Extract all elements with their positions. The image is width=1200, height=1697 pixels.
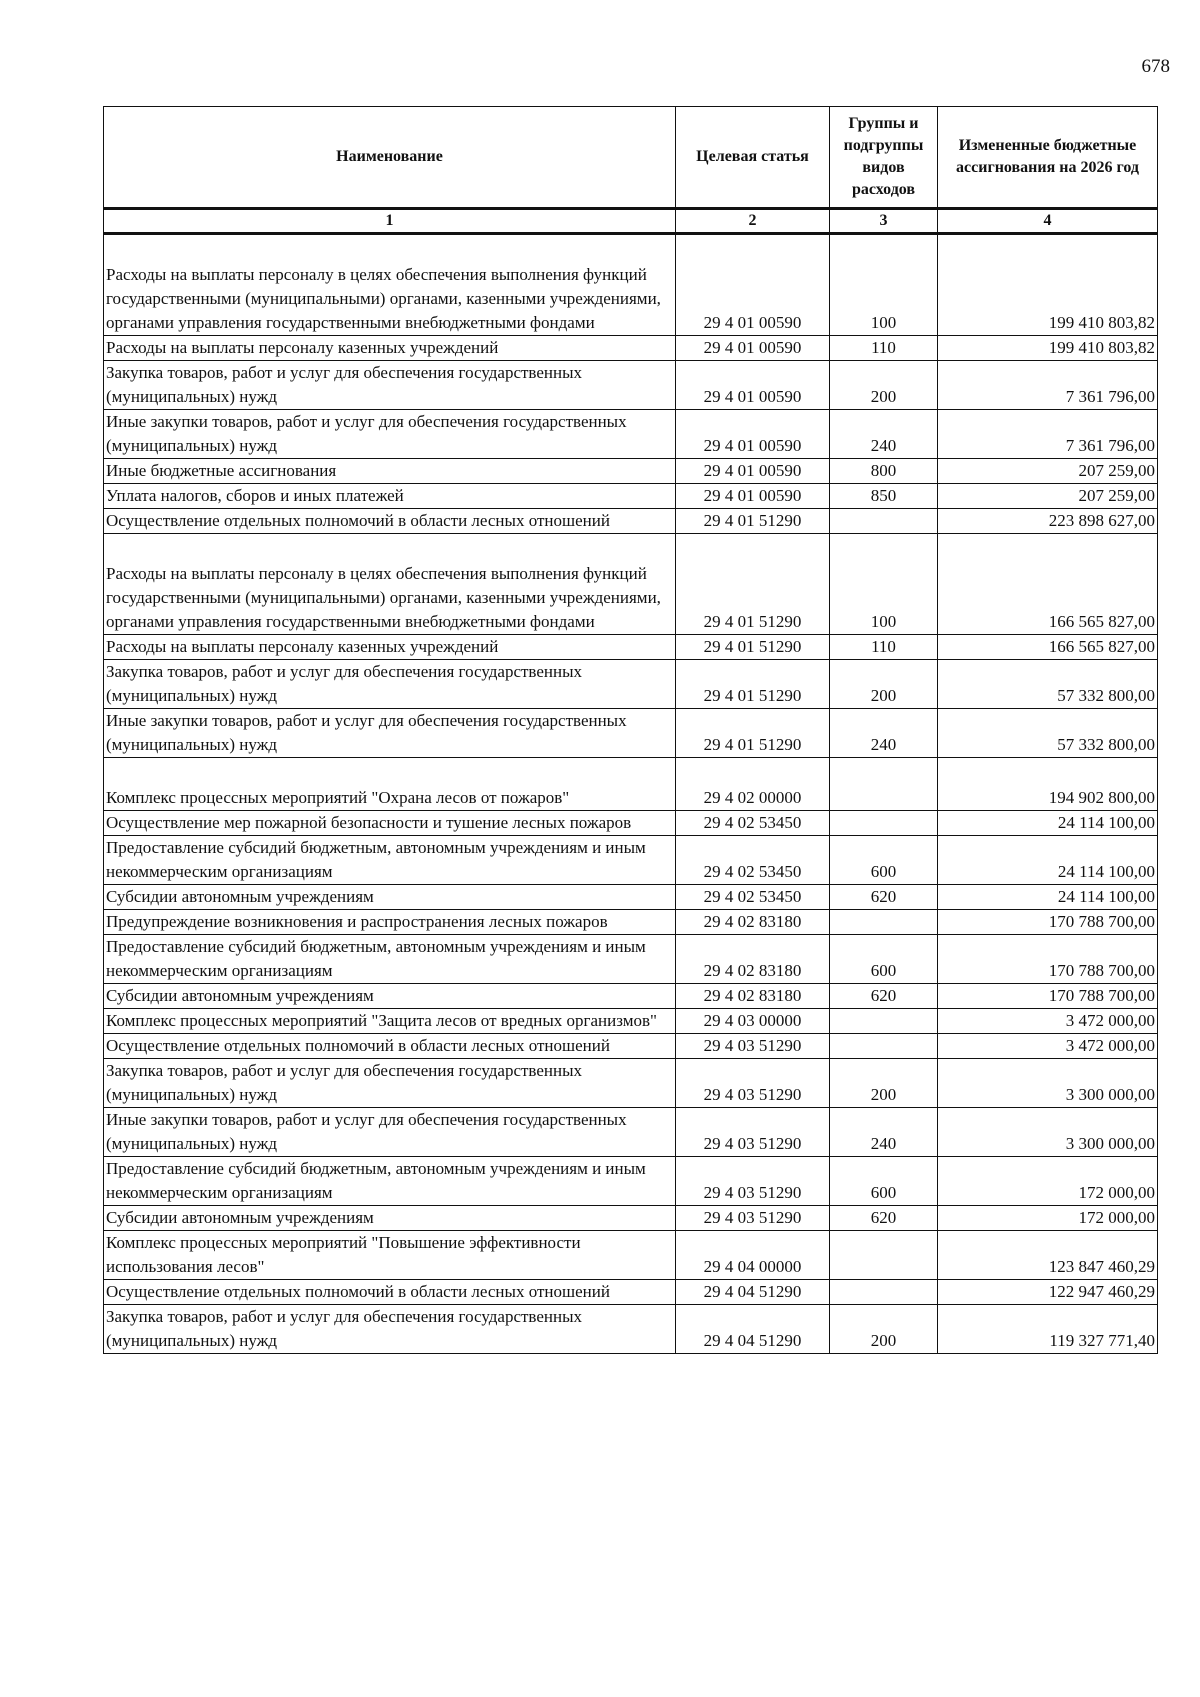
budget-allocations-table: [103, 106, 1158, 1354]
row-expense-group: [830, 910, 938, 935]
row-name: Предоставление субсидий бюджетным, автономным учреждениям и иным некоммерческим организациям: [104, 1157, 676, 1206]
row-name: Субсидии автономным учреждениям: [104, 984, 676, 1009]
row-name: Расходы на выплаты персоналу казенных учреждений: [104, 336, 676, 361]
table-row: [104, 635, 1158, 660]
table-row: [104, 836, 1158, 885]
row-expense-group: 200: [830, 660, 938, 709]
row-amount: 170 788 700,00: [938, 935, 1158, 984]
row-target-article: 29 4 01 00590: [676, 459, 830, 484]
row-target-article: 29 4 03 51290: [676, 1034, 830, 1059]
table-row: [104, 1157, 1158, 1206]
table-row: [104, 1231, 1158, 1280]
row-name: Закупка товаров, работ и услуг для обеспечения государственных (муниципальных) нужд: [104, 1305, 676, 1354]
row-name: Закупка товаров, работ и услуг для обеспечения государственных (муниципальных) нужд: [104, 361, 676, 410]
row-target-article: 29 4 04 51290: [676, 1305, 830, 1354]
row-amount: 172 000,00: [938, 1206, 1158, 1231]
row-target-article: 29 4 04 51290: [676, 1280, 830, 1305]
row-amount: 24 114 100,00: [938, 885, 1158, 910]
row-amount: 7 361 796,00: [938, 361, 1158, 410]
row-expense-group: [830, 1034, 938, 1059]
row-name: Предупреждение возникновения и распространения лесных пожаров: [104, 910, 676, 935]
table-row: [104, 509, 1158, 534]
row-target-article: 29 4 03 51290: [676, 1059, 830, 1108]
row-name: Предоставление субсидий бюджетным, автономным учреждениям и иным некоммерческим организациям: [104, 935, 676, 984]
row-name: Закупка товаров, работ и услуг для обеспечения государственных (муниципальных) нужд: [104, 660, 676, 709]
row-amount: 199 410 803,82: [938, 336, 1158, 361]
table-row: [104, 660, 1158, 709]
row-expense-group: 600: [830, 935, 938, 984]
row-expense-group: [830, 811, 938, 836]
row-amount: 123 847 460,29: [938, 1231, 1158, 1280]
page-number: 678: [1141, 56, 1170, 77]
column-number-row: [104, 209, 1158, 234]
row-target-article: 29 4 01 51290: [676, 534, 830, 635]
row-name: Закупка товаров, работ и услуг для обеспечения государственных (муниципальных) нужд: [104, 1059, 676, 1108]
row-name: Расходы на выплаты персоналу в целях обеспечения выполнения функций государственными (муниципальными) органами, казенными учреждениями, органами управления государственными внебюджетными фондами: [104, 234, 676, 336]
row-expense-group: [830, 509, 938, 534]
row-name: Субсидии автономным учреждениям: [104, 1206, 676, 1231]
row-expense-group: 100: [830, 234, 938, 336]
row-amount: 166 565 827,00: [938, 534, 1158, 635]
table-row: [104, 709, 1158, 758]
row-expense-group: 110: [830, 336, 938, 361]
row-name: Осуществление отдельных полномочий в области лесных отношений: [104, 509, 676, 534]
row-expense-group: 110: [830, 635, 938, 660]
row-target-article: 29 4 01 51290: [676, 509, 830, 534]
row-expense-group: 620: [830, 885, 938, 910]
row-target-article: 29 4 03 51290: [676, 1108, 830, 1157]
table-row: [104, 984, 1158, 1009]
table-row: [104, 410, 1158, 459]
table-row: [104, 811, 1158, 836]
row-target-article: 29 4 02 53450: [676, 811, 830, 836]
row-expense-group: 800: [830, 459, 938, 484]
row-name: Иные бюджетные ассигнования: [104, 459, 676, 484]
table-row: [104, 935, 1158, 984]
row-target-article: 29 4 02 83180: [676, 910, 830, 935]
row-target-article: 29 4 04 00000: [676, 1231, 830, 1280]
table-row: [104, 1305, 1158, 1354]
row-expense-group: [830, 1280, 938, 1305]
row-expense-group: 200: [830, 1305, 938, 1354]
row-target-article: 29 4 02 83180: [676, 984, 830, 1009]
table-row: [104, 758, 1158, 811]
row-amount: 170 788 700,00: [938, 910, 1158, 935]
row-target-article: 29 4 02 53450: [676, 885, 830, 910]
row-expense-group: 240: [830, 410, 938, 459]
row-amount: 207 259,00: [938, 459, 1158, 484]
row-amount: 199 410 803,82: [938, 234, 1158, 336]
table-row: [104, 885, 1158, 910]
row-expense-group: 100: [830, 534, 938, 635]
row-amount: 24 114 100,00: [938, 836, 1158, 885]
table-row: [104, 459, 1158, 484]
table-row: [104, 484, 1158, 509]
column-number: 4: [938, 209, 1158, 234]
table-row: [104, 361, 1158, 410]
row-name: Уплата налогов, сборов и иных платежей: [104, 484, 676, 509]
table-row: [104, 1059, 1158, 1108]
row-target-article: 29 4 01 00590: [676, 410, 830, 459]
table-row: [104, 910, 1158, 935]
row-name: Иные закупки товаров, работ и услуг для обеспечения государственных (муниципальных) нужд: [104, 1108, 676, 1157]
row-amount: 166 565 827,00: [938, 635, 1158, 660]
row-expense-group: 600: [830, 836, 938, 885]
table-row: [104, 1108, 1158, 1157]
row-expense-group: [830, 1231, 938, 1280]
row-target-article: 29 4 01 51290: [676, 635, 830, 660]
row-amount: 194 902 800,00: [938, 758, 1158, 811]
row-amount: 170 788 700,00: [938, 984, 1158, 1009]
table-row: [104, 1034, 1158, 1059]
row-name: Иные закупки товаров, работ и услуг для обеспечения государственных (муниципальных) нужд: [104, 709, 676, 758]
row-name: Осуществление отдельных полномочий в области лесных отношений: [104, 1034, 676, 1059]
row-amount: 207 259,00: [938, 484, 1158, 509]
row-target-article: 29 4 02 83180: [676, 935, 830, 984]
row-name: Расходы на выплаты персоналу в целях обеспечения выполнения функций государственными (муниципальными) органами, казенными учреждениями, органами управления государственными внебюджетными фондами: [104, 534, 676, 635]
row-target-article: 29 4 01 00590: [676, 484, 830, 509]
row-expense-group: 850: [830, 484, 938, 509]
header-target-article: Целевая статья: [676, 107, 830, 209]
table-row: [104, 1206, 1158, 1231]
row-amount: 119 327 771,40: [938, 1305, 1158, 1354]
row-amount: 24 114 100,00: [938, 811, 1158, 836]
row-amount: 3 300 000,00: [938, 1108, 1158, 1157]
row-target-article: 29 4 01 00590: [676, 234, 830, 336]
row-expense-group: 620: [830, 1206, 938, 1231]
row-target-article: 29 4 01 00590: [676, 361, 830, 410]
table-row: [104, 1009, 1158, 1034]
row-name: Комплекс процессных мероприятий "Повышение эффективности использования лесов": [104, 1231, 676, 1280]
row-name: Осуществление отдельных полномочий в области лесных отношений: [104, 1280, 676, 1305]
row-amount: 3 472 000,00: [938, 1009, 1158, 1034]
column-number: 2: [676, 209, 830, 234]
row-expense-group: 200: [830, 1059, 938, 1108]
row-amount: 7 361 796,00: [938, 410, 1158, 459]
row-target-article: 29 4 02 00000: [676, 758, 830, 811]
row-amount: 57 332 800,00: [938, 660, 1158, 709]
table-body: [104, 234, 1158, 1354]
table-header-row: [104, 107, 1158, 209]
row-amount: 3 472 000,00: [938, 1034, 1158, 1059]
row-expense-group: 600: [830, 1157, 938, 1206]
row-target-article: 29 4 01 51290: [676, 709, 830, 758]
row-amount: 122 947 460,29: [938, 1280, 1158, 1305]
header-expense-group: Группы и подгруппы видов расходов: [830, 107, 938, 209]
row-expense-group: 240: [830, 1108, 938, 1157]
row-expense-group: 200: [830, 361, 938, 410]
row-target-article: 29 4 03 51290: [676, 1206, 830, 1231]
row-amount: 3 300 000,00: [938, 1059, 1158, 1108]
row-name: Комплекс процессных мероприятий "Защита лесов от вредных организмов": [104, 1009, 676, 1034]
table-row: [104, 234, 1158, 336]
row-name: Субсидии автономным учреждениям: [104, 885, 676, 910]
header-amount: Измененные бюджетные ассигнования на 2026 год: [938, 107, 1158, 209]
column-number: 1: [104, 209, 676, 234]
row-name: Предоставление субсидий бюджетным, автономным учреждениям и иным некоммерческим организациям: [104, 836, 676, 885]
row-target-article: 29 4 01 51290: [676, 660, 830, 709]
row-target-article: 29 4 02 53450: [676, 836, 830, 885]
row-name: Расходы на выплаты персоналу казенных учреждений: [104, 635, 676, 660]
row-amount: 172 000,00: [938, 1157, 1158, 1206]
row-expense-group: 240: [830, 709, 938, 758]
row-amount: 57 332 800,00: [938, 709, 1158, 758]
row-target-article: 29 4 03 00000: [676, 1009, 830, 1034]
row-expense-group: [830, 758, 938, 811]
row-expense-group: [830, 1009, 938, 1034]
column-number: 3: [830, 209, 938, 234]
table-row: [104, 534, 1158, 635]
row-name: Комплекс процессных мероприятий "Охрана лесов от пожаров": [104, 758, 676, 811]
row-target-article: 29 4 03 51290: [676, 1157, 830, 1206]
header-name: Наименование: [104, 107, 676, 209]
row-name: Иные закупки товаров, работ и услуг для обеспечения государственных (муниципальных) нужд: [104, 410, 676, 459]
row-name: Осуществление мер пожарной безопасности и тушение лесных пожаров: [104, 811, 676, 836]
table-row: [104, 336, 1158, 361]
row-amount: 223 898 627,00: [938, 509, 1158, 534]
row-expense-group: 620: [830, 984, 938, 1009]
table-row: [104, 1280, 1158, 1305]
row-target-article: 29 4 01 00590: [676, 336, 830, 361]
